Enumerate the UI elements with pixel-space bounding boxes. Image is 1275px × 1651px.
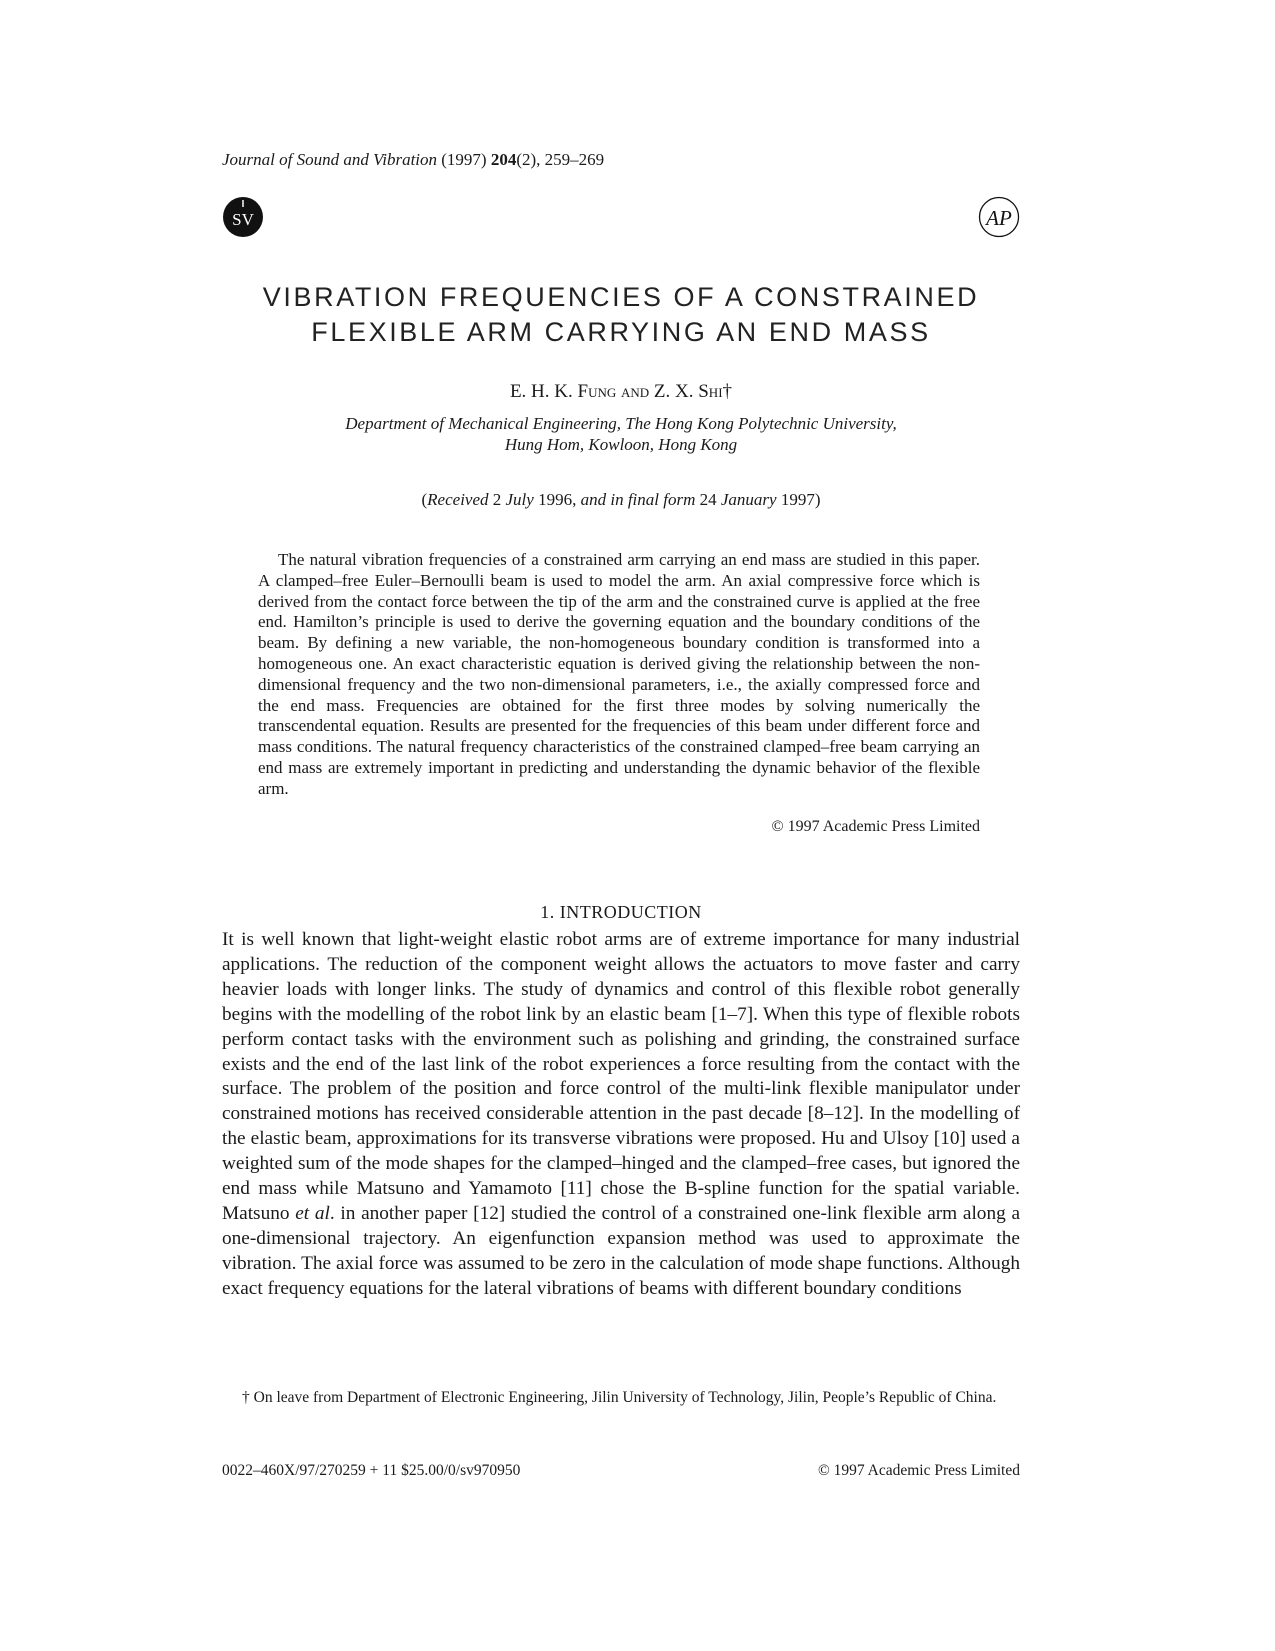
- affiliation-line-1: Department of Mechanical Engineering, The Hong Kong Polytechnic University,: [345, 414, 897, 433]
- received-open-paren: (: [421, 490, 428, 509]
- received-label: Received: [427, 490, 489, 509]
- journal-year: (1997): [441, 150, 487, 169]
- journal-volume: 204: [490, 150, 517, 169]
- sv-logo-text: SV: [232, 210, 254, 229]
- final-year: 1997): [780, 490, 821, 509]
- abstract: The natural vibration frequencies of a constrained arm carrying an end mass are studied in this paper. A clamped–free Euler–Bernoulli beam is used to model the arm. An axial compressive force which is derived from the contact force between the tip of the arm and the constrained curve is applied at the free end. Hamilton’s principle is used to derive the governing equation and the boundary conditions of the beam. By defining a new variable, the non-homogeneous boundary condition is transformed into a homogeneous one. An exact characteristic equation is derived giving the relationship between the non-dimensional frequency and the two non-dimensional parameters, i.e., the axially compressed force and the end mass. Frequencies are obtained for the first three modes by solving numerically the transcendental equation. Results are presented for the frequencies of this beam under different force and mass conditions. The natural frequency characteristics of the constrained clamped–free beam carrying an end mass are extremely important in predicting and understanding the dynamic behavior of the flexible arm.: [258, 550, 980, 798]
- section-heading: 1. INTRODUCTION: [540, 902, 702, 922]
- affiliation-line-2: Hung Hom, Kowloon, Hong Kong: [504, 435, 738, 454]
- author-1: E. H. K. Fung: [509, 381, 617, 402]
- journal-name: Journal of Sound and Vibration: [222, 150, 438, 169]
- title-line-1: VIBRATION FREQUENCIES OF A CONSTRAINED: [262, 282, 980, 312]
- intro-et-al: et al: [295, 1202, 330, 1224]
- author-2: Z. X. Shi†: [653, 381, 733, 402]
- footer-code: 0022–460X/97/270259 + 11 $25.00/0/sv970950: [222, 1462, 521, 1479]
- abstract-copyright: © 1997 Academic Press Limited: [771, 818, 980, 835]
- final-form-label: and in final form: [580, 490, 696, 509]
- paper-title: [222, 280, 1020, 350]
- footnote: † On leave from Department of Electronic Engineering, Jilin University of Technology, Jilin, People’s Republic of China.: [242, 1389, 997, 1406]
- received-month: July: [505, 490, 534, 509]
- sv-logo-icon: [222, 196, 264, 238]
- affiliation: [222, 413, 1020, 455]
- final-day: 24: [699, 490, 717, 509]
- title-line-2: FLEXIBLE ARM CARRYING AN END MASS: [311, 317, 931, 347]
- received-dates: [222, 490, 1020, 510]
- ap-logo-text: AP: [986, 206, 1012, 230]
- author-connector: and: [620, 381, 650, 402]
- intro-part-1: It is well known that light-weight elastic robot arms are of extreme importance for many industrial applications. The reduction of the component weight allows the actuators to move faster and carry heavier loads with longer links. The study of dynamics and control of this flexible robot generally begins with the modelling of the robot link by an elastic beam [1–7]. When this type of flexible robots perform contact tasks with the environment such as polishing and grinding, the constrained surface exists and the end of the last link of the robot experiences a force resulting from the contact with the surface. The problem of the position and force control of the multi-link flexible manipulator under constrained motions has received considerable attention in the past decade [8–12]. In the modelling of the elastic beam, approximations for its transverse vibrations were proposed. Hu and Ulsoy [10] used a weighted sum of the mode shapes for the clamped–hinged and the clamped–free cases, but ignored the end mass while Matsuno and Yamamoto [11] chose the B-spline function for the spatial variable. Matsuno: [222, 929, 1020, 1224]
- received-day: 2: [492, 490, 502, 509]
- final-month: January: [720, 490, 777, 509]
- introduction-paragraph: [222, 928, 1020, 1302]
- ap-logo-icon: [978, 196, 1020, 238]
- received-year: 1996,: [538, 490, 577, 509]
- journal-issue-pages: (2), 259–269: [516, 150, 605, 169]
- journal-citation: [222, 150, 604, 170]
- authors: [222, 381, 1020, 403]
- intro-part-2: . in another paper [12] studied the control of a constrained one-link flexible arm along a one-dimensional trajectory. An eigenfunction expansion method was used to approximate the vibration. The axial force was assumed to be zero in the calculation of mode shape functions. Although exact frequency equations for the lateral vibrations of beams with different boundary conditions: [222, 1202, 1020, 1299]
- footer-copyright: © 1997 Academic Press Limited: [817, 1462, 1020, 1479]
